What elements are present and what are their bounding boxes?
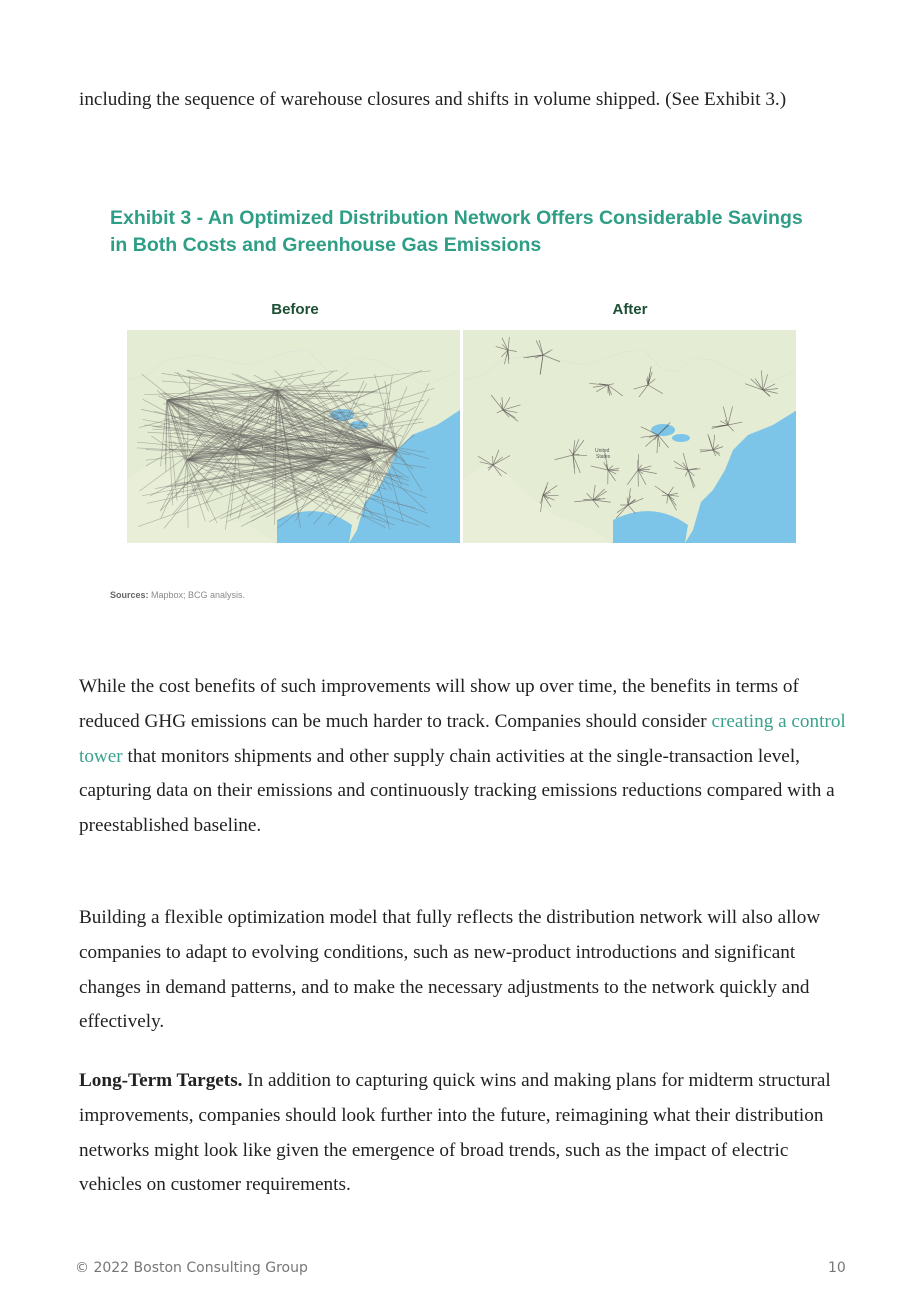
footer-page-number: 10 — [828, 1260, 846, 1276]
footer-copyright: © 2022 Boston Consulting Group — [75, 1260, 308, 1276]
exhibit-sources — [110, 590, 245, 600]
after-map-svg — [463, 330, 796, 543]
paragraph-long-term-targets — [79, 1064, 849, 1203]
long-term-targets-heading: Long-Term Targets. — [79, 1070, 243, 1091]
before-map-label: United States — [262, 446, 293, 452]
control-tower-link[interactable]: creating a control tower — [79, 710, 846, 767]
p1-text-end: that monitors shipments and other supply chain activities at the single-transaction level, capturing data on their emissions and continuously tracking emissions reductions compared with a preestablished baseline. — [79, 745, 835, 837]
after-map-label-line2: States — [596, 454, 611, 460]
p2-text: Building a flexible optimization model that fully reflects the distribution network will also allow companies to adapt to evolving conditions, such as new-product introductions and significant changes in demand patterns, and to make the necessary adjustments to the network quickly and effectively. — [79, 907, 821, 1033]
paragraph-control-tower — [79, 670, 849, 844]
sources-label: Sources: — [110, 590, 149, 600]
after-label: After — [612, 301, 648, 318]
intro-text: including the sequence of warehouse closures and shifts in volume shipped. (See Exhibit 3.) — [79, 89, 787, 110]
after-map — [463, 330, 796, 543]
before-label: Before — [271, 301, 319, 318]
intro-paragraph — [79, 83, 849, 118]
p1-text-start: While the cost benefits of such improvements will show up over time, the benefits in terms of reduced GHG emissions can be much harder to track. Companies should consider — [79, 676, 799, 732]
before-map-svg — [127, 330, 460, 543]
exhibit-title: Exhibit 3 - An Optimized Distribution Network Offers Considerable Savings in Both Costs and Greenhouse Gas Emissions — [110, 207, 803, 256]
sources-text: Mapbox; BCG analysis. — [148, 590, 246, 600]
p3-text: In addition to capturing quick wins and making plans for midterm structural improvements, companies should look further into the future, reimagining what their distribution networks might look like given the emergence of broad trends, such as the impact of electric vehicles on customer requirements. — [79, 1070, 831, 1196]
before-map — [127, 330, 460, 543]
after-map-label-line1: United — [595, 448, 610, 454]
paragraph-optimization-model — [79, 901, 849, 1040]
